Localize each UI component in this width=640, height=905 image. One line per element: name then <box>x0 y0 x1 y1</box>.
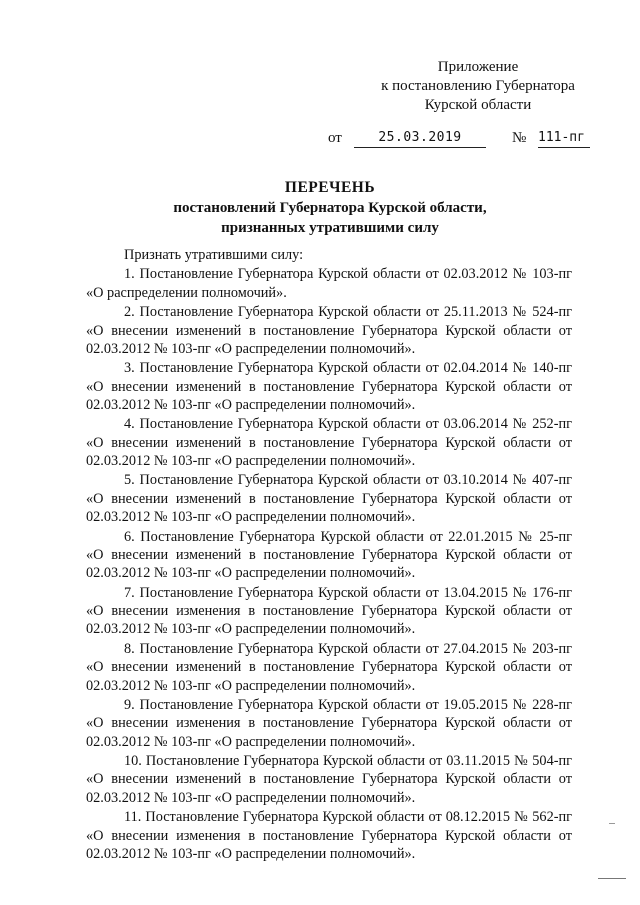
list-item: 7. Постановление Губернатора Курской области от 13.04.2015 № 176-пг «О внесении изменения в постановление Губернатора Курской области от 02.03.2012 № 103-пг «О распределении полномочий». <box>86 584 572 638</box>
appendix-reference: к постановлению Губернатора <box>381 78 575 94</box>
intro-paragraph: Признать утратившими силу: <box>124 247 304 263</box>
appendix-label: Приложение <box>437 59 519 75</box>
list-item: 10. Постановление Губернатора Курской области от 03.11.2015 № 504-пг «О внесении изменений в постановление Губернатора Курской области от 02.03.2012 № 103-пг «О распределении полномочий». <box>86 752 572 806</box>
list-item: 3. Постановление Губернатора Курской области от 02.04.2014 № 140-пг «О внесении изменений в постановление Губернатора Курской области от 02.03.2012 № 103-пг «О распределении полномочий». <box>86 360 572 414</box>
title-subtitle-line2: признанных утратившими силу <box>221 220 439 236</box>
list-item: 4. Постановление Губернатора Курской области от 03.06.2014 № 252-пг «О внесении изменений в постановление Губернатора Курской области от 02.03.2012 № 103-пг «О распределении полномочий». <box>86 416 572 470</box>
decree-reference-line <box>320 128 590 150</box>
list-item: 8. Постановление Губернатора Курской области от 27.04.2015 № 203-пг «О внесении изменений в постановление Губернатора Курской области от 02.03.2012 № 103-пг «О распределении полномочий». <box>86 640 572 694</box>
document-body <box>86 246 572 864</box>
list-item: 6. Постановление Губернатора Курской области от 22.01.2015 № 25-пг «О внесении изменений в постановление Губернатора Курской области от 02.03.2012 № 103-пг «О распределении полномочий». <box>86 528 572 582</box>
document-title <box>120 178 540 238</box>
decree-number: 111-пг <box>538 128 590 148</box>
decree-date: 25.03.2019 <box>354 128 486 148</box>
decree-number-label: № <box>512 130 527 146</box>
list-item: 2. Постановление Губернатора Курской области от 25.11.2013 № 524-пг «О внесении изменений в постановление Губернатора Курской области от 02.03.2012 № 103-пг «О распределении полномочий». <box>86 304 572 357</box>
date-from-label: от <box>328 130 342 146</box>
scan-mark <box>609 823 615 824</box>
list-item: 1. Постановление Губернатора Курской области от 02.03.2012 № 103-пг «О распределении полномочий». <box>86 266 572 301</box>
footer-rule <box>598 878 626 879</box>
title-subtitle-line1: постановлений Губернатора Курской области, <box>173 200 487 216</box>
list-item: 11. Постановление Губернатора Курской области от 08.12.2015 № 562-пг «О внесении изменения в постановление Губернатора Курской области от 02.03.2012 № 103-пг «О распределении полномочий». <box>86 809 572 862</box>
appendix-header <box>368 58 588 115</box>
title-main: ПЕРЕЧЕНЬ <box>284 179 376 196</box>
list-item: 9. Постановление Губернатора Курской области от 19.05.2015 № 228-пг «О внесении изменения в постановление Губернатора Курской области от 02.03.2012 № 103-пг «О распределении полномочий». <box>86 696 572 750</box>
list-item: 5. Постановление Губернатора Курской области от 03.10.2014 № 407-пг «О внесении изменений в постановление Губернатора Курской области от 02.03.2012 № 103-пг «О распределении полномочий». <box>86 472 572 526</box>
appendix-region: Курской области <box>424 97 532 113</box>
